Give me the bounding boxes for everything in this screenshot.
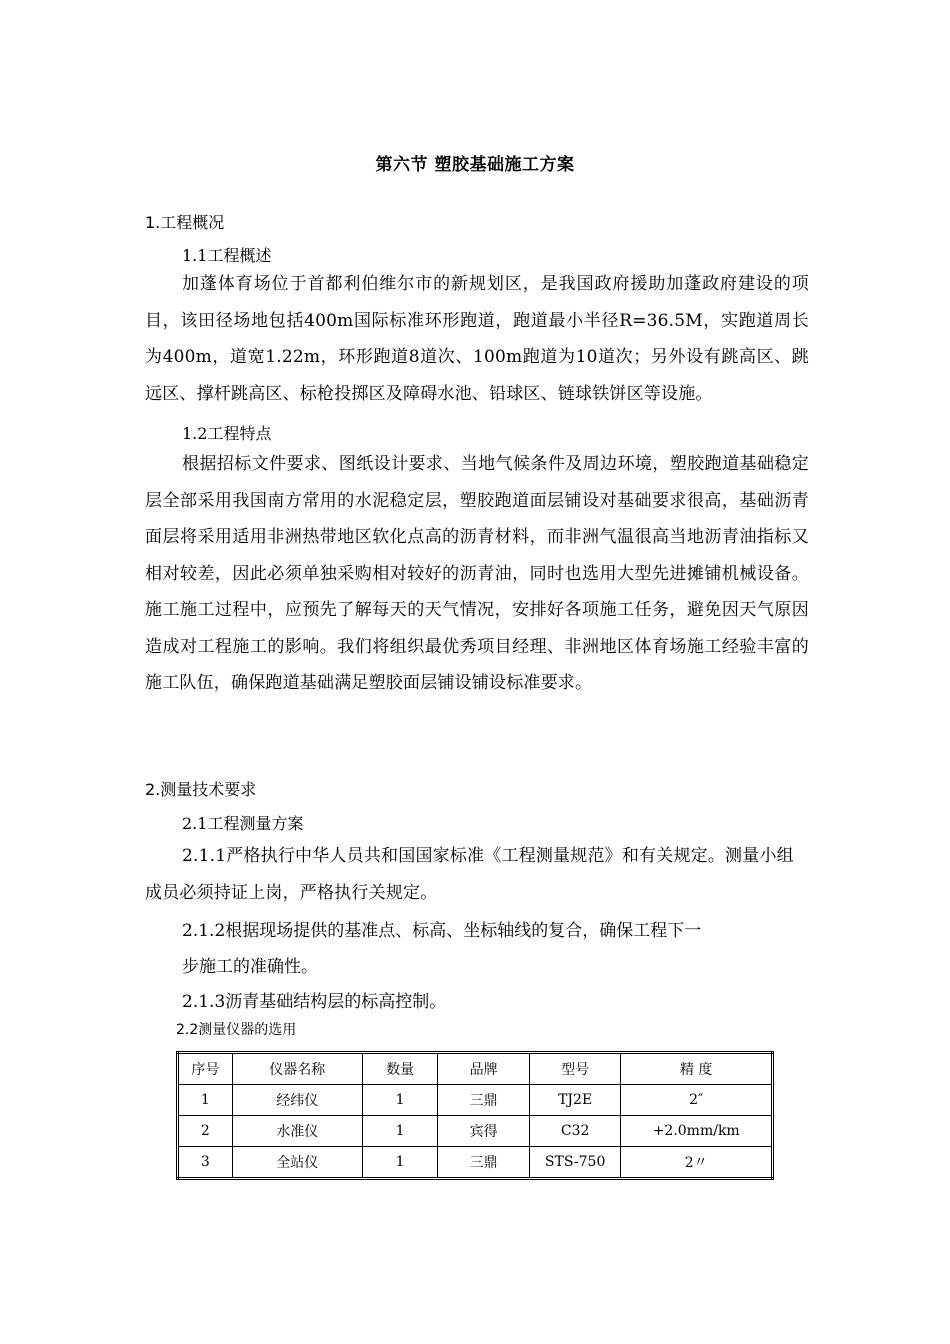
paragraph-survey-item-1: 2.1.1严格执行中华人员共和国国家标准《工程测量规范》和有关规定。测量小组成员必须持证上岗，严格执行关规定。 [145,846,794,903]
cell-index: 1 [178,1085,233,1116]
section-heading-survey: 2.测量技术要求 [145,780,257,799]
cell-precision: +2.0mm/km [621,1116,773,1147]
cell-instrument-name: 全站仪 [232,1147,362,1179]
cell-quantity: 1 [362,1085,438,1116]
cell-precision: 2″ [621,1085,773,1116]
cell-brand: 三鼎 [438,1085,529,1116]
survey-item-3: 2.1.3沥青基础结构层的标高控制。 [182,992,447,1012]
cell-model: TJ2E [529,1085,621,1116]
section-heading-overview: 1.工程概况 [145,213,225,232]
cell-precision: 2〃 [621,1147,773,1179]
header-brand: 品牌 [438,1053,529,1085]
cell-quantity: 1 [362,1116,438,1147]
paragraph-features: 根据招标文件要求、图纸设计要求、当地气候条件及周边环境，塑胶跑道基础稳定层全部采用我国南方常用的水泥稳定层，塑胶跑道面层铺设对基础要求很高，基础沥青面层将采用适用非洲热带地区软化点高的沥青材料，而非洲气温很高当地沥青油指标又相对较差，因此必须单独采购相对较好的沥青油，同时也选用大型先进摊铺机械设备。施工施工过程中，应预先了解每天的天气情况，安排好各项施工任务，避免因天气原因造成对工程施工的影响。我们将组织最优秀项目经理、非洲地区体育场施工经验丰富的施工队伍，确保跑道基础满足塑胶面层铺设铺设标准要求。 [145,454,809,693]
table-row [178,1085,773,1116]
paragraph-summary: 加蓬体育场位于首都利伯维尔市的新规划区，是我国政府援助加蓬政府建设的项目，该田径场地包括400m国际标准环形跑道，跑道最小半径R=36.5M，实跑道周长为400m，道宽1.22m，环形跑道8道次、100m跑道为10道次；另外设有跳高区、跳远区、撑杆跳高区、标枪投掷区及障碍水池、铅球区、链球铁饼区等设施。 [145,274,809,404]
header-instrument-name: 仪器名称 [232,1053,362,1085]
cell-instrument-name: 经纬仪 [232,1085,362,1116]
cell-model: STS-750 [529,1147,621,1179]
cell-index: 3 [178,1147,233,1179]
cell-brand: 三鼎 [438,1147,529,1179]
header-model: 型号 [529,1053,621,1085]
page-title: 第六节 塑胶基础施工方案 [375,155,575,175]
table-row [178,1147,773,1179]
table-caption: 2.2测量仪器的选用 [176,1022,297,1038]
cell-model: C32 [529,1116,621,1147]
cell-index: 2 [178,1116,233,1147]
cell-instrument-name: 水准仪 [232,1116,362,1147]
cell-quantity: 1 [362,1147,438,1179]
subsection-heading-survey-plan: 2.1工程测量方案 [182,814,304,833]
table-row [178,1116,773,1147]
header-quantity: 数量 [362,1053,438,1085]
header-index: 序号 [178,1053,233,1085]
table-header-row [178,1053,773,1085]
subsection-heading-summary: 1.1工程概述 [182,246,272,265]
survey-item-2-line-2: 步施工的准确性。 [182,957,318,977]
instrument-table [176,1051,774,1180]
cell-brand: 宾得 [438,1116,529,1147]
subsection-heading-features: 1.2工程特点 [182,424,272,443]
survey-item-2-line-1: 2.1.2根据现场提供的基准点、标高、坐标轴线的复合，确保工程下一 [182,921,702,941]
header-precision: 精 度 [621,1053,773,1085]
